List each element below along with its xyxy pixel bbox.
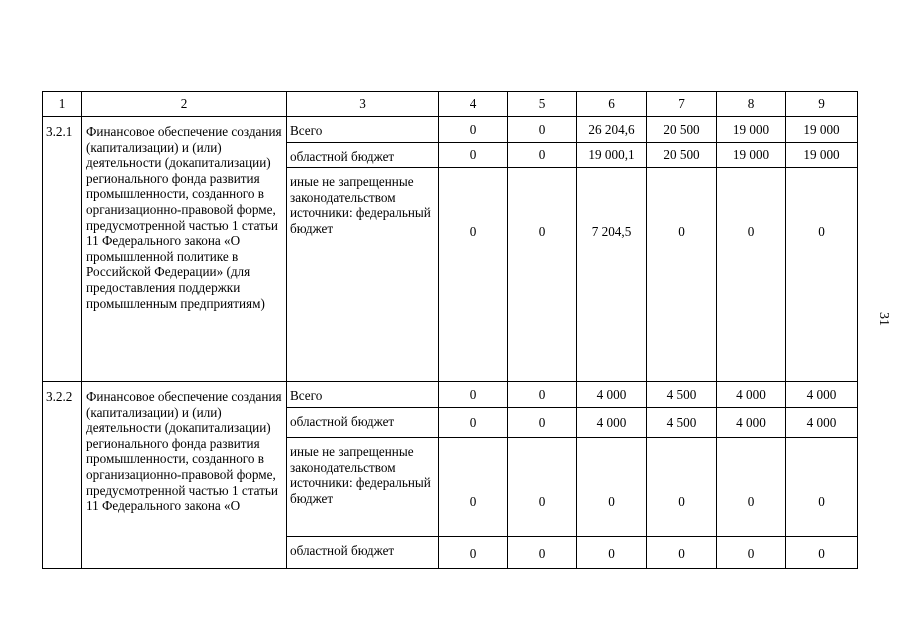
- column-header: 5: [508, 92, 577, 117]
- value-cell: 4 000: [577, 408, 647, 438]
- table-header-row: [43, 92, 858, 117]
- value-cell: 4 000: [786, 382, 858, 408]
- funding-source: Всего: [287, 117, 439, 143]
- table-row: [43, 117, 858, 143]
- value-cell: 20 500: [647, 117, 717, 143]
- value-cell: 0: [439, 382, 508, 408]
- column-header: 7: [647, 92, 717, 117]
- value-cell: 4 000: [786, 408, 858, 438]
- section-name: Финансовое обеспечение создания (капитализации) и (или) деятельности (докапитализации) регионального фонда развития промышленности, созданного в организационно-правовой форме, предусмотренной частью 1 статьи 11 Федерального закона «О: [82, 382, 287, 569]
- value-cell: 0: [508, 408, 577, 438]
- value-cell: 0: [717, 438, 786, 537]
- column-header: 6: [577, 92, 647, 117]
- funding-source: областной бюджет: [287, 143, 439, 168]
- section-code: 3.2.2: [43, 382, 82, 569]
- value-cell: 0: [508, 438, 577, 537]
- value-cell: 0: [786, 438, 858, 537]
- value-cell: 20 500: [647, 143, 717, 168]
- value-cell: 19 000: [717, 143, 786, 168]
- funding-source: областной бюджет: [287, 408, 439, 438]
- value-cell: 0: [439, 143, 508, 168]
- column-header: 1: [43, 92, 82, 117]
- value-cell: 7 204,5: [577, 168, 647, 382]
- value-cell: 0: [508, 168, 577, 382]
- value-cell: 0: [647, 537, 717, 569]
- value-cell: 0: [577, 438, 647, 537]
- section-code: 3.2.1: [43, 117, 82, 382]
- value-cell: 0: [647, 438, 717, 537]
- value-cell: 4 000: [717, 408, 786, 438]
- value-cell: 0: [647, 168, 717, 382]
- value-cell: 0: [717, 168, 786, 382]
- value-cell: 4 000: [717, 382, 786, 408]
- value-cell: 19 000,1: [577, 143, 647, 168]
- value-cell: 0: [786, 168, 858, 382]
- value-cell: 19 000: [786, 117, 858, 143]
- value-cell: 0: [508, 537, 577, 569]
- value-cell: 0: [717, 537, 786, 569]
- column-header: 8: [717, 92, 786, 117]
- table-row: [43, 382, 858, 408]
- section-name: Финансовое обеспечение создания (капитализации) и (или) деятельности (докапитализации) регионального фонда развития промышленности, созданного в организационно-правовой форме, предусмотренной частью 1 статьи 11 Федерального закона «О промышленной политике в Российской Федерации» (для предоставления поддержки промышленным предприятиям): [82, 117, 287, 382]
- value-cell: 4 500: [647, 408, 717, 438]
- value-cell: 19 000: [717, 117, 786, 143]
- funding-source: Всего: [287, 382, 439, 408]
- value-cell: 0: [786, 537, 858, 569]
- column-header: 3: [287, 92, 439, 117]
- funding-source: областной бюджет: [287, 537, 439, 569]
- value-cell: 0: [508, 143, 577, 168]
- page-number: 31: [876, 312, 891, 326]
- value-cell: 26 204,6: [577, 117, 647, 143]
- funding-source: иные не запрещенные законодательством источники: федеральный бюджет: [287, 168, 439, 382]
- value-cell: 4 500: [647, 382, 717, 408]
- funding-source: иные не запрещенные законодательством источники: федеральный бюджет: [287, 438, 439, 537]
- value-cell: 0: [439, 168, 508, 382]
- value-cell: 0: [439, 537, 508, 569]
- value-cell: 19 000: [786, 143, 858, 168]
- budget-table: [42, 91, 858, 569]
- value-cell: 0: [439, 408, 508, 438]
- value-cell: 0: [508, 117, 577, 143]
- column-header: 9: [786, 92, 858, 117]
- value-cell: 0: [577, 537, 647, 569]
- value-cell: 0: [439, 438, 508, 537]
- value-cell: 4 000: [577, 382, 647, 408]
- column-header: 2: [82, 92, 287, 117]
- value-cell: 0: [439, 117, 508, 143]
- column-header: 4: [439, 92, 508, 117]
- value-cell: 0: [508, 382, 577, 408]
